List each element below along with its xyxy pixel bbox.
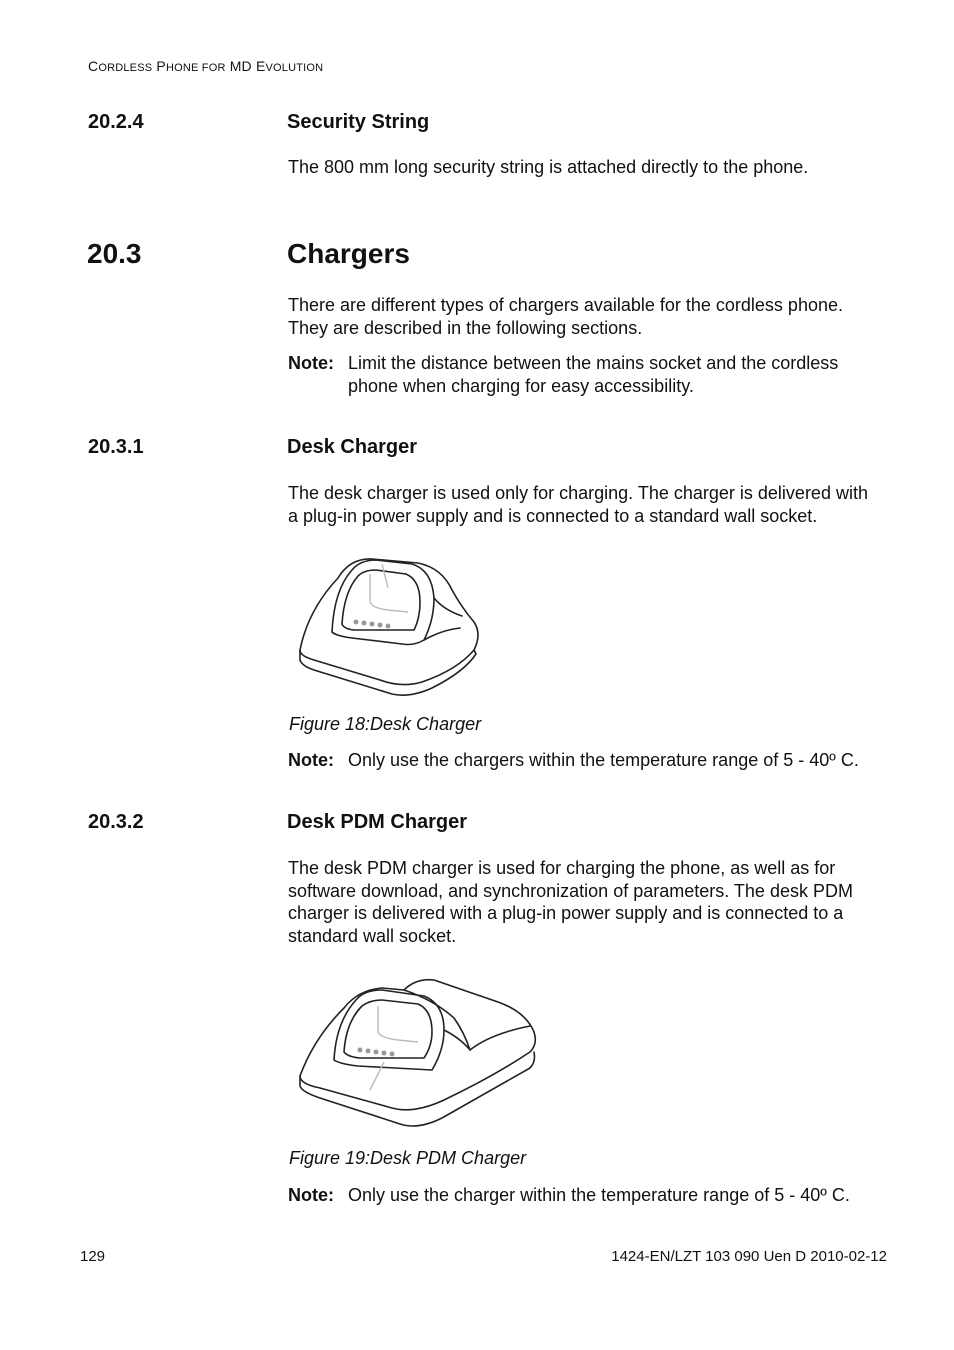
desk-charger-note-text: Only use the chargers within the temperature range of 5 - 40º C. — [348, 750, 859, 770]
section-number-20-2-4: 20.2.4 — [88, 111, 144, 133]
desk-charger-paragraph-line-2: a plug-in power supply and is connected to a standard wall socket. — [288, 505, 818, 526]
running-header-part: VOLUTION — [265, 62, 324, 74]
running-header — [88, 58, 323, 74]
desk-pdm-paragraph-line-1: The desk PDM charger is used for charging the phone, as well as for — [288, 858, 836, 878]
desk-pdm-charger-note — [288, 1184, 908, 1207]
note-label: Note: — [288, 1185, 334, 1205]
desk-pdm-charger-illustration — [294, 972, 540, 1132]
security-string-paragraph: The 800 mm long security string is attached directly to the phone. — [288, 157, 809, 177]
desk-charger-note — [288, 749, 908, 772]
chargers-paragraph-line-2: They are described in the following sections. — [288, 317, 643, 338]
section-title-desk-charger: Desk Charger — [287, 436, 418, 458]
desk-pdm-paragraph-line-2: software download, and synchronization of parameters. The desk PDM — [288, 880, 853, 901]
section-number-20-3-1: 20.3.1 — [88, 436, 144, 458]
section-title-security-string: Security String — [287, 111, 430, 133]
note-label: Note: — [288, 353, 334, 373]
page-number: 129 — [80, 1248, 106, 1265]
desk-charger-paragraph — [288, 482, 898, 527]
figure-19-caption: Figure 19:Desk PDM Charger — [289, 1148, 527, 1168]
desk-pdm-note-text: Only use the charger within the temperature range of 5 - 40º C. — [348, 1185, 850, 1205]
desk-pdm-paragraph-line-4: standard wall socket. — [288, 925, 457, 946]
chargers-note — [288, 352, 908, 397]
running-header-part: ORDLESS — [98, 62, 153, 74]
chargers-paragraph — [288, 294, 898, 339]
running-header-part: HONE — [165, 62, 199, 74]
chargers-note-line-2: phone when charging for easy accessibility. — [348, 375, 694, 396]
desk-pdm-charger-paragraph — [288, 857, 898, 947]
section-number-20-3: 20.3 — [87, 238, 142, 269]
section-title-chargers: Chargers — [287, 238, 410, 269]
running-header-part: FOR — [198, 62, 226, 74]
section-title-desk-pdm-charger: Desk PDM Charger — [287, 811, 468, 833]
desk-charger-paragraph-line-1: The desk charger is used only for charging. The charger is delivered with — [288, 483, 868, 503]
figure-18-caption: Figure 18:Desk Charger — [289, 714, 482, 734]
chargers-paragraph-line-1: There are different types of chargers available for the cordless phone. — [288, 295, 843, 315]
chargers-note-line-1: Limit the distance between the mains socket and the cordless — [348, 353, 839, 373]
running-header-part: C — [88, 58, 99, 74]
section-number-20-3-2: 20.3.2 — [88, 811, 144, 833]
desk-pdm-paragraph-line-3: charger is delivered with a plug-in power supply and is connected to a — [288, 903, 844, 923]
running-header-part: MD E — [225, 58, 266, 74]
running-header-part: P — [152, 58, 166, 74]
note-label: Note: — [288, 750, 334, 770]
desk-charger-illustration — [292, 550, 482, 698]
document-id: 1424-EN/LZT 103 090 Uen D 2010-02-12 — [611, 1248, 887, 1265]
